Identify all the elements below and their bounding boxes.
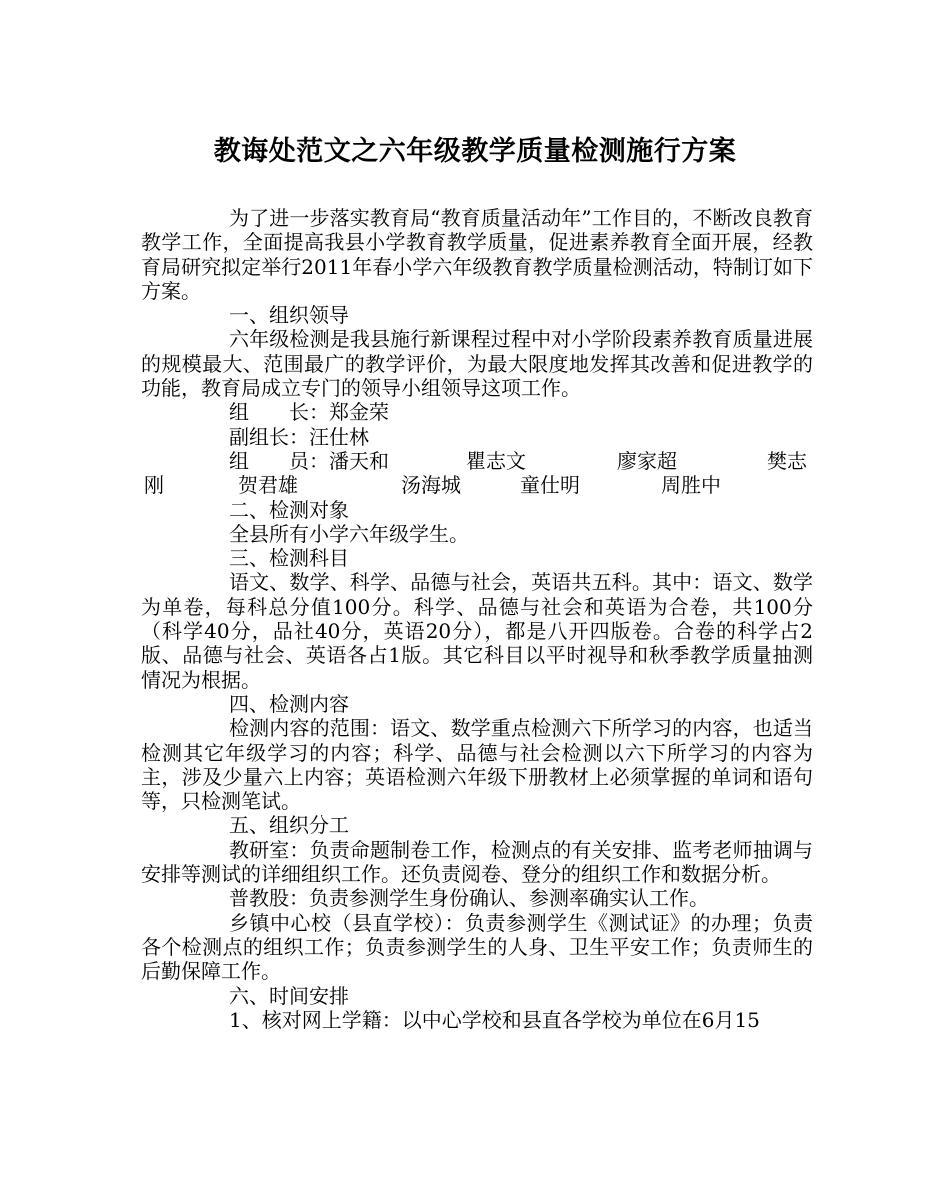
member-name: 童仕明 [520, 473, 580, 498]
member-name: 贺君雄 [238, 473, 298, 498]
section-4-text: 检测内容的范围：语文、数学重点检测六下所学习的内容，也适当检测其它年级学习的内容；科学、品德与社会检测以六下所学习的内容为主，涉及少量六上内容；英语检测六年级下册教材上必须掌握的单词和语句等，只检测笔试。 [141, 716, 813, 814]
section-5-text-3: 乡镇中心校（县直学校）：负责参测学生《测试证》的办理；负责各个检测点的组织工作；负责参测学生的人身、卫生平安工作；负责师生的后勤保障工作。 [141, 910, 813, 984]
section-3-text: 语文、数学、科学、品德与社会，英语共五科。其中：语文、数学为单卷，每科总分值100分。科学、品德与社会和英语为合卷，共100分（科学40分，品社40分，英语20分），都是八开四版卷。合卷的科学占2版、品德与社会、英语各占1版。其它科目以平时视导和秋季教学质量抽测情况为根据。 [141, 570, 813, 692]
vice-leader-line: 副组长：汪仕林 [229, 424, 369, 449]
page-title: 教诲处范文之六年级教学质量检测施行方案 [213, 136, 737, 167]
section-heading-1: 一、组织领导 [229, 303, 349, 328]
member-name: 廖家超 [617, 448, 677, 473]
section-heading-6: 六、时间安排 [229, 983, 349, 1008]
member-name: 汤海城 [401, 473, 461, 498]
section-heading-2: 二、检测对象 [229, 497, 349, 522]
member-name: 周胜中 [661, 473, 721, 498]
section-5-text-2: 普教股：负责参测学生身份确认、参测率确实认工作。 [229, 886, 709, 911]
member-name: 刚 [144, 473, 164, 498]
section-5-text-1: 教研室：负责命题制卷工作，检测点的有关安排、监考老师抽调与安排等测试的详细组织工作。还负责阅卷、登分的组织工作和数据分析。 [141, 837, 813, 887]
section-heading-4: 四、检测内容 [229, 691, 349, 716]
leader-line: 组 长：郑金荣 [229, 400, 389, 425]
member-name: 瞿志文 [466, 448, 526, 473]
member-name: 樊志 [767, 448, 807, 473]
section-heading-5: 五、组织分工 [229, 813, 349, 838]
section-heading-3: 三、检测科目 [229, 546, 349, 571]
document-body [141, 206, 813, 1032]
members-label: 组 员：潘天和 [229, 448, 389, 473]
section-1-text: 六年级检测是我县施行新课程过程中对小学阶段素养教育质量进展的规模最大、范围最广的教学评价，为最大限度地发挥其改善和促进教学的功能，教育局成立专门的领导小组领导这项工作。 [141, 327, 813, 401]
intro-paragraph: 为了进一步落实教育局“教育质量活动年”工作目的，不断改良教育教学工作，全面提高我县小学教育教学质量，促进素养教育全面开展，经教育局研究拟定举行2011年春小学六年级教育教学质量检测活动，特制订如下方案。 [141, 206, 813, 303]
members-line-2 [141, 473, 813, 497]
section-6-text-1: 1、核对网上学籍：以中心学校和县直各学校为单位在6月15 [229, 1007, 760, 1032]
members-line-1 [141, 449, 813, 473]
section-2-text: 全县所有小学六年级学生。 [229, 521, 469, 546]
